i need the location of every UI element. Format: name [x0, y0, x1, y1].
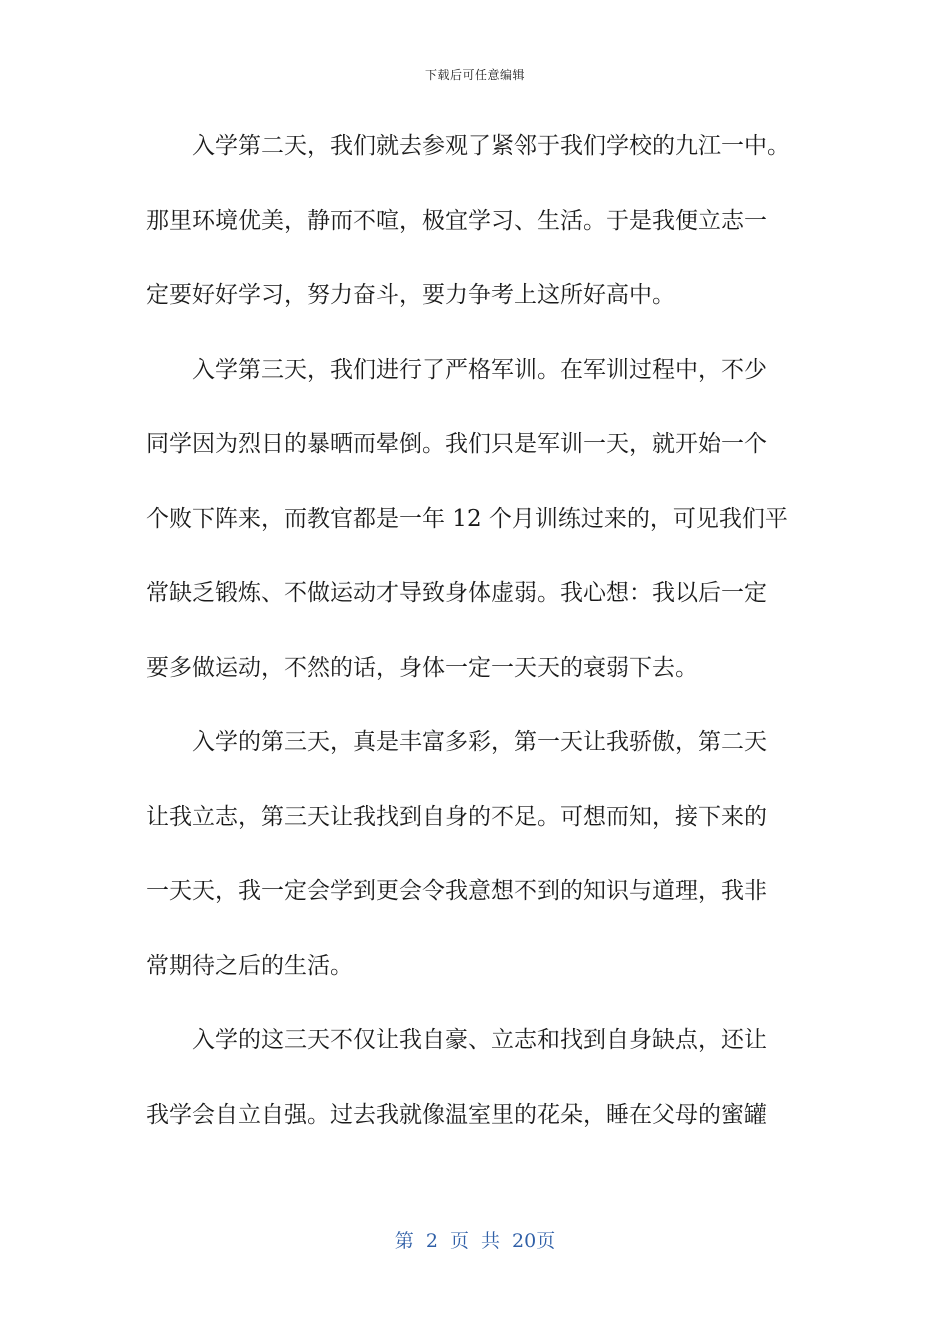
text-line: 同学因为烈日的暴晒而晕倒。我们只是军训一天，就开始一个 [146, 431, 767, 457]
text-line: 一天天，我一定会学到更会令我意想不到的知识与道理，我非 [146, 878, 767, 904]
text-line: 让我立志，第三天让我找到自身的不足。可想而知，接下来的 [146, 803, 767, 830]
text-line: 入学第二天，我们就去参观了紧邻于我们学校的九江一中。 [192, 133, 790, 159]
text-line: 常期待之后的生活。 [146, 952, 353, 979]
text-line: 个败下阵来，而教官都是一年 12 个月训练过来的，可见我们平 [146, 505, 788, 532]
text-line: 那里环境优美，静而不喧，极宜学习、生活。于是我便立志一 [146, 207, 767, 234]
text-line: 入学的这三天不仅让我自豪、立志和找到自身缺点，还让 [192, 1027, 767, 1053]
text-line: 要多做运动，不然的话，身体一定一天天的衰弱下去。 [146, 654, 698, 681]
page-number-footer: 第 2 页 共 20页 [394, 1230, 556, 1252]
text-line: 入学第三天，我们进行了严格军训。在军训过程中，不少 [192, 356, 767, 383]
text-line: 入学的第三天，真是丰富多彩，第一天让我骄傲，第二天 [192, 729, 767, 755]
page-header: 下载后可任意编辑 [424, 68, 525, 82]
document-body [146, 120, 806, 1163]
text-line: 定要好好学习，努力奋斗，要力争考上这所好高中。 [146, 282, 675, 308]
text-line: 常缺乏锻炼、不做运动才导致身体虚弱。我心想：我以后一定 [146, 580, 767, 606]
text-line: 我学会自立自强。过去我就像温室里的花朵，睡在父母的蜜罐 [146, 1101, 767, 1128]
